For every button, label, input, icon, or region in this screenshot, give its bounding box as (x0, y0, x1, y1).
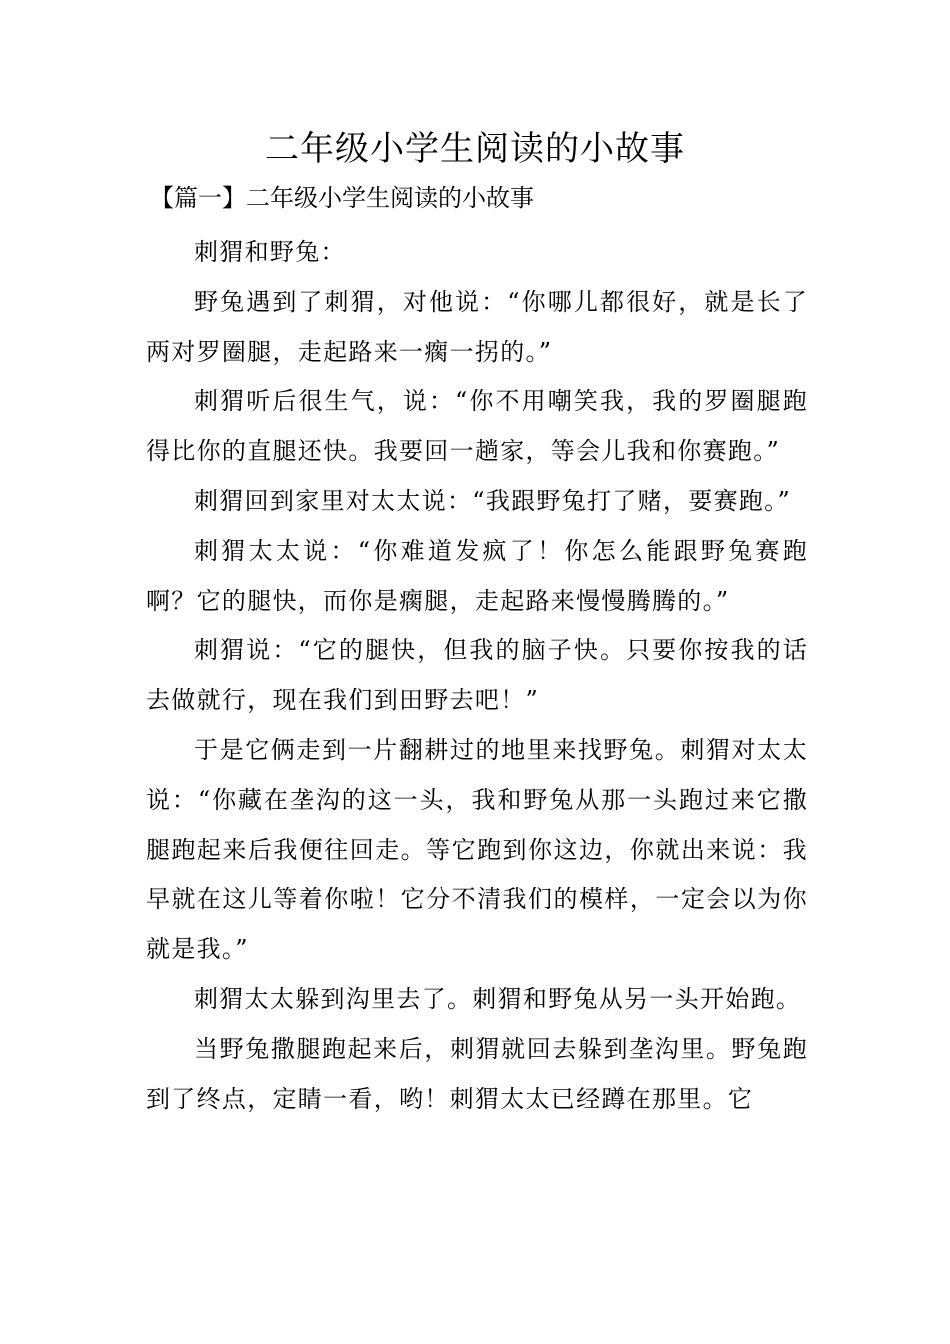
paragraph: 于是它俩走到一片翻耕过的地里来找野兔。刺猬对太太说：“你藏在垄沟的这一头，我和野兔从那一头跑过来它撒腿跑起来后我便往回走。等它跑到你这边，你就出来说：我早就在这儿等着你啦！它分不清我们的模样，一定会以为你就是我。” (146, 735, 808, 964)
story-body (146, 228, 808, 1124)
paragraph: 野兔遇到了刺猬，对他说：“你哪儿都很好，就是长了两对罗圈腿，走起路来一瘸一拐的。” (146, 287, 808, 366)
paragraph: 刺猬回到家里对太太说：“我跟野兔打了赌，要赛跑。” (194, 486, 792, 515)
document-title: 二年级小学生阅读的小故事 (265, 129, 685, 169)
paragraph: 当野兔撒腿跑起来后，刺猬就回去躲到垄沟里。野兔跑到了终点，定睛一看，哟！刺猬太太已经蹲在那里。它 (146, 1034, 808, 1113)
paragraph: 刺猬太太说：“你难道发疯了！你怎么能跟野兔赛跑啊？它的腿快，而你是瘸腿，走起路来慢慢腾腾的。” (146, 536, 808, 615)
paragraph: 刺猬太太躲到沟里去了。刺猬和野兔从另一头开始跑。 (194, 984, 802, 1013)
section-heading: 【篇一】二年级小学生阅读的小故事 (150, 184, 534, 212)
paragraph: 刺猬听后很生气，说：“你不用嘲笑我，我的罗圈腿跑得比你的直腿还快。我要回一趟家，等会儿我和你赛跑。” (146, 387, 808, 466)
paragraph: 刺猬说：“它的腿快，但我的脑子快。只要你按我的话去做就行，现在我们到田野去吧！” (146, 636, 808, 715)
paragraph: 刺猬和野兔： (194, 238, 346, 266)
